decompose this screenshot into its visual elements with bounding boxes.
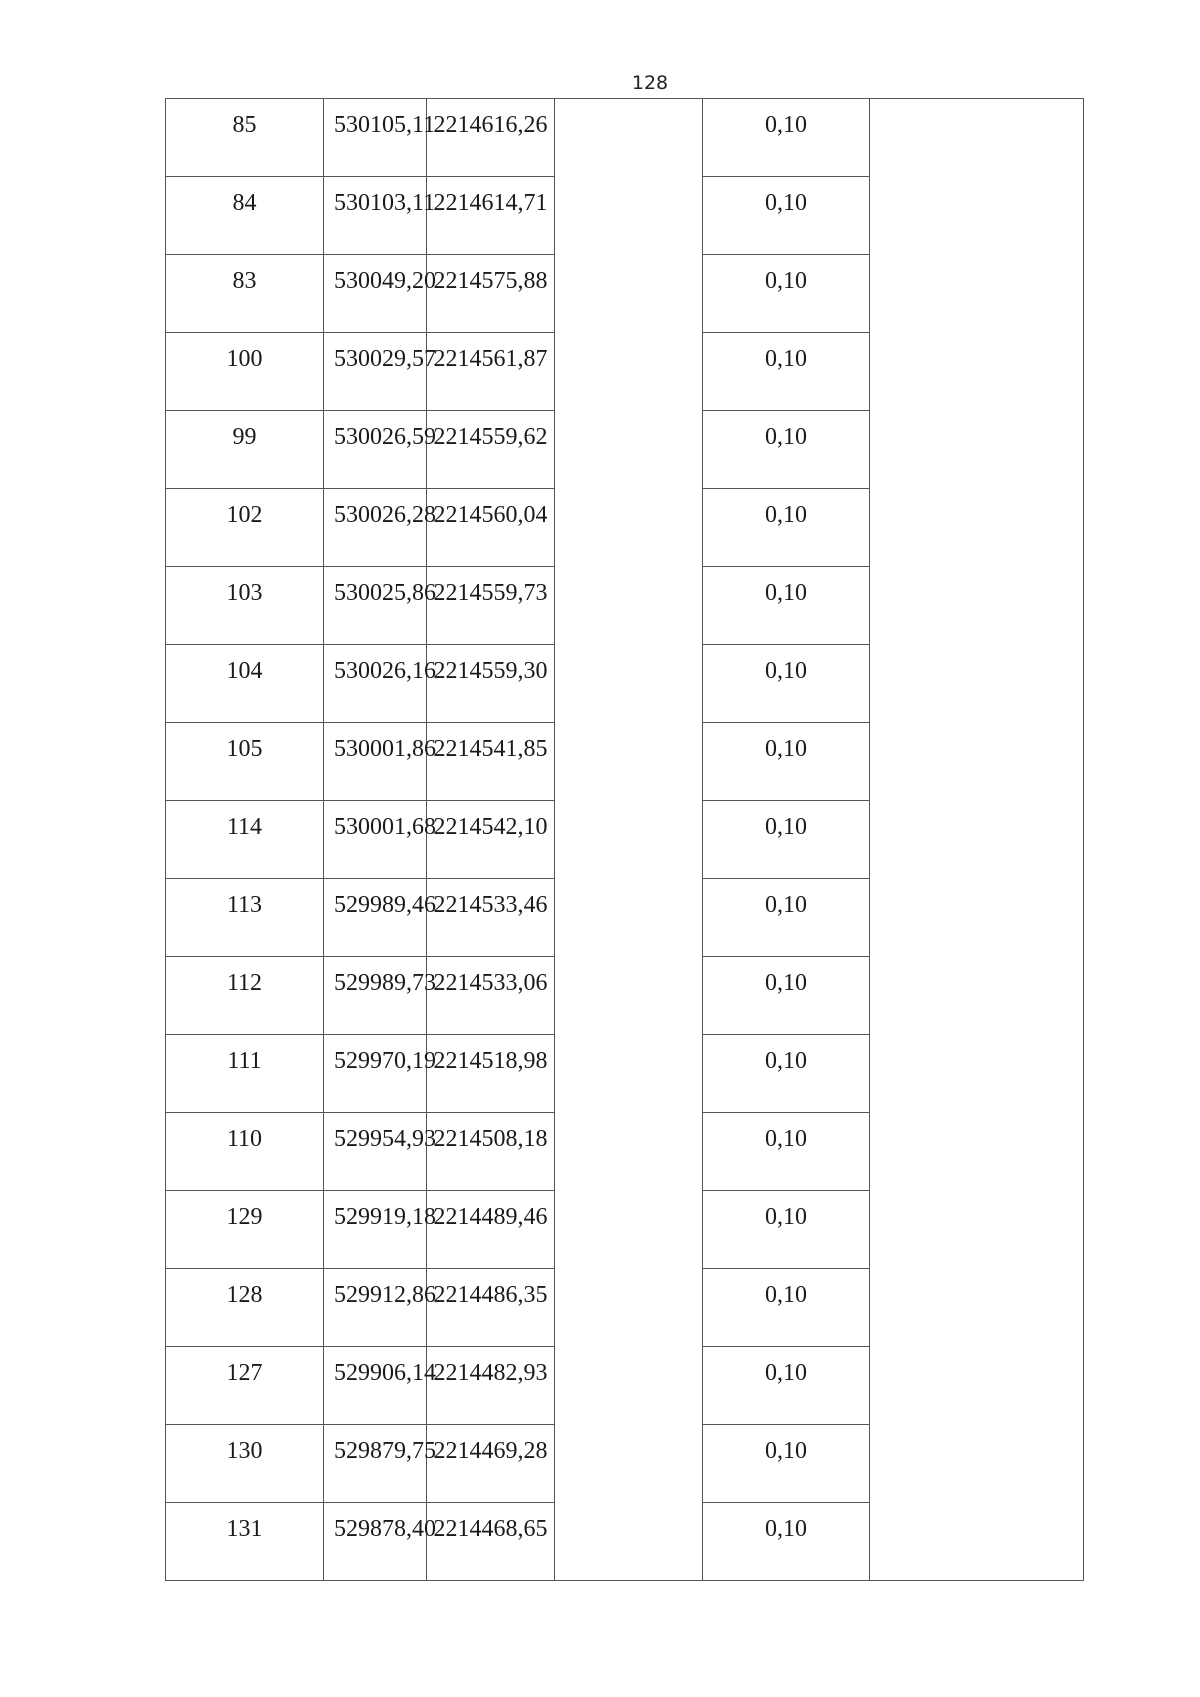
x-coordinate-cell [324,1113,436,1191]
accuracy-cell-text: 0,10 [765,346,807,372]
table-row [166,177,1084,255]
x-coordinate-cell-text: 530026,16 [334,658,436,684]
accuracy-cell-text: 0,10 [765,424,807,450]
y-coordinate-cell-text: 2214542,10 [433,814,548,840]
point-number-cell-text: 129 [226,1204,263,1230]
y-coordinate-cell-text: 2214559,30 [433,658,548,684]
method-cell [555,723,703,801]
accuracy-cell [703,879,870,957]
method-cell [555,177,703,255]
description-cell [870,801,1084,879]
point-number-cell [166,1035,324,1113]
y-coordinate-cell-text: 2214616,26 [433,112,548,138]
method-cell [555,567,703,645]
y-coordinate-cell-text: 2214486,35 [433,1282,548,1308]
accuracy-cell-text: 0,10 [765,1516,807,1542]
y-coordinate-cell-text: 2214614,71 [433,190,548,216]
description-cell [870,489,1084,567]
y-coordinate-cell [427,957,555,1035]
x-coordinate-cell-text: 529919,18 [334,1204,436,1230]
method-cell [555,1113,703,1191]
method-cell [555,1269,703,1347]
point-number-cell-text: 102 [226,502,263,528]
y-coordinate-cell [427,1035,555,1113]
point-number-cell [166,801,324,879]
y-coordinate-cell-text: 2214575,88 [433,268,548,294]
accuracy-cell [703,1035,870,1113]
y-coordinate-cell [427,1347,555,1425]
point-number-cell-text: 110 [226,1126,263,1152]
point-number-cell [166,177,324,255]
accuracy-cell-text: 0,10 [765,892,807,918]
point-number-cell-text: 128 [226,1282,263,1308]
point-number-cell-text: 130 [226,1438,263,1464]
y-coordinate-cell [427,1191,555,1269]
table-row [166,1425,1084,1503]
y-coordinate-cell-text: 2214469,28 [433,1438,548,1464]
point-number-cell [166,1269,324,1347]
point-number-cell [166,255,324,333]
description-cell [870,1503,1084,1581]
accuracy-cell [703,957,870,1035]
y-coordinate-cell [427,99,555,177]
table-row [166,957,1084,1035]
table-row [166,567,1084,645]
y-coordinate-cell [427,723,555,801]
method-cell [555,1425,703,1503]
x-coordinate-cell-text: 529906,14 [334,1360,436,1386]
accuracy-cell-text: 0,10 [765,970,807,996]
point-number-cell [166,879,324,957]
x-coordinate-cell-text: 530103,11 [334,190,436,216]
point-number-cell [166,957,324,1035]
y-coordinate-cell [427,645,555,723]
point-number-cell [166,489,324,567]
point-number-cell [166,1191,324,1269]
x-coordinate-cell-text: 529912,86 [334,1282,436,1308]
description-cell [870,1191,1084,1269]
method-cell [555,1503,703,1581]
accuracy-cell [703,801,870,879]
accuracy-cell-text: 0,10 [765,112,807,138]
accuracy-cell [703,1425,870,1503]
point-number-cell-text: 127 [226,1360,263,1386]
point-number-cell [166,1113,324,1191]
point-number-cell-text: 131 [226,1516,263,1542]
x-coordinate-cell [324,489,436,567]
point-number-cell [166,723,324,801]
description-cell [870,1113,1084,1191]
y-coordinate-cell [427,411,555,489]
point-number-cell [166,333,324,411]
x-coordinate-cell [324,879,436,957]
x-coordinate-cell [324,1035,436,1113]
description-cell [870,411,1084,489]
y-coordinate-cell-text: 2214468,65 [433,1516,548,1542]
method-cell [555,1347,703,1425]
y-coordinate-cell-text: 2214541,85 [433,736,548,762]
x-coordinate-cell [324,1503,436,1581]
accuracy-cell-text: 0,10 [765,1360,807,1386]
point-number-cell-text: 99 [232,424,257,450]
point-number-cell [166,411,324,489]
point-number-cell-text: 103 [226,580,263,606]
accuracy-cell [703,489,870,567]
x-coordinate-cell-text: 529879,75 [334,1438,436,1464]
x-coordinate-cell-text: 530001,68 [334,814,436,840]
point-number-cell-text: 83 [232,268,257,294]
y-coordinate-cell [427,333,555,411]
point-number-cell [166,1425,324,1503]
description-cell [870,957,1084,1035]
y-coordinate-cell [427,801,555,879]
accuracy-cell-text: 0,10 [765,1438,807,1464]
accuracy-cell-text: 0,10 [765,1048,807,1074]
method-cell [555,489,703,567]
accuracy-cell-text: 0,10 [765,1126,807,1152]
point-number-cell-text: 84 [232,190,257,216]
table-row [166,255,1084,333]
x-coordinate-cell-text: 530025,86 [334,580,436,606]
description-cell [870,255,1084,333]
description-cell [870,645,1084,723]
y-coordinate-cell [427,879,555,957]
point-number-cell-text: 85 [232,112,257,138]
x-coordinate-cell [324,567,436,645]
accuracy-cell [703,255,870,333]
y-coordinate-cell-text: 2214560,04 [433,502,548,528]
table-row [166,1113,1084,1191]
accuracy-cell [703,645,870,723]
x-coordinate-cell [324,333,436,411]
point-number-cell-text: 105 [226,736,263,762]
x-coordinate-cell-text: 529878,40 [334,1516,436,1542]
y-coordinate-cell [427,1503,555,1581]
description-cell [870,723,1084,801]
method-cell [555,333,703,411]
table-row [166,1347,1084,1425]
x-coordinate-cell-text: 529989,46 [334,892,436,918]
x-coordinate-cell-text: 529970,19 [334,1048,436,1074]
x-coordinate-cell-text: 530049,20 [334,268,436,294]
coordinates-table-body [166,99,1084,1581]
x-coordinate-cell [324,1269,436,1347]
description-cell [870,99,1084,177]
accuracy-cell-text: 0,10 [765,268,807,294]
accuracy-cell [703,1191,870,1269]
x-coordinate-cell-text: 530001,86 [334,736,436,762]
x-coordinate-cell-text: 530026,28 [334,502,436,528]
accuracy-cell [703,567,870,645]
accuracy-cell-text: 0,10 [765,1282,807,1308]
x-coordinate-cell-text: 530105,11 [334,112,436,138]
x-coordinate-cell [324,99,436,177]
y-coordinate-cell-text: 2214533,06 [433,970,548,996]
y-coordinate-cell [427,1113,555,1191]
table-row [166,1191,1084,1269]
coordinates-table [165,98,1084,1581]
x-coordinate-cell [324,723,436,801]
accuracy-cell [703,411,870,489]
accuracy-cell [703,1347,870,1425]
method-cell [555,879,703,957]
table-row [166,645,1084,723]
description-cell [870,333,1084,411]
x-coordinate-cell [324,1425,436,1503]
y-coordinate-cell-text: 2214559,73 [433,580,548,606]
y-coordinate-cell-text: 2214518,98 [433,1048,548,1074]
accuracy-cell-text: 0,10 [765,658,807,684]
x-coordinate-cell [324,1191,436,1269]
method-cell [555,645,703,723]
point-number-cell-text: 111 [227,1048,262,1074]
table-row [166,1035,1084,1113]
accuracy-cell-text: 0,10 [765,502,807,528]
description-cell [870,1269,1084,1347]
description-cell [870,567,1084,645]
method-cell [555,1035,703,1113]
description-cell [870,177,1084,255]
method-cell [555,1191,703,1269]
description-cell [870,1347,1084,1425]
point-number-cell [166,99,324,177]
table-row [166,333,1084,411]
y-coordinate-cell [427,1425,555,1503]
accuracy-cell [703,723,870,801]
table-row [166,723,1084,801]
method-cell [555,957,703,1035]
table-row [166,1503,1084,1581]
x-coordinate-cell [324,645,436,723]
y-coordinate-cell-text: 2214482,93 [433,1360,548,1386]
y-coordinate-cell [427,1269,555,1347]
method-cell [555,255,703,333]
table-row [166,489,1084,567]
point-number-cell [166,1503,324,1581]
table-row [166,411,1084,489]
point-number-cell-text: 114 [226,814,263,840]
x-coordinate-cell-text: 530029,57 [334,346,436,372]
table-row [166,99,1084,177]
point-number-cell-text: 100 [226,346,263,372]
method-cell [555,411,703,489]
x-coordinate-cell-text: 529989,73 [334,970,436,996]
table-row [166,801,1084,879]
x-coordinate-cell [324,411,436,489]
accuracy-cell [703,1269,870,1347]
point-number-cell-text: 113 [226,892,263,918]
point-number-cell [166,567,324,645]
accuracy-cell-text: 0,10 [765,814,807,840]
description-cell [870,1425,1084,1503]
y-coordinate-cell-text: 2214533,46 [433,892,548,918]
method-cell [555,801,703,879]
page-number: 128 [631,72,669,94]
accuracy-cell-text: 0,10 [765,1204,807,1230]
y-coordinate-cell-text: 2214561,87 [433,346,548,372]
y-coordinate-cell [427,567,555,645]
table-row [166,1269,1084,1347]
y-coordinate-cell [427,489,555,567]
accuracy-cell-text: 0,10 [765,736,807,762]
description-cell [870,879,1084,957]
x-coordinate-cell-text: 530026,59 [334,424,436,450]
accuracy-cell-text: 0,10 [765,190,807,216]
x-coordinate-cell [324,801,436,879]
y-coordinate-cell [427,177,555,255]
x-coordinate-cell [324,255,436,333]
y-coordinate-cell [427,255,555,333]
x-coordinate-cell [324,177,436,255]
point-number-cell [166,1347,324,1425]
method-cell [555,99,703,177]
accuracy-cell [703,99,870,177]
y-coordinate-cell-text: 2214559,62 [433,424,548,450]
y-coordinate-cell-text: 2214489,46 [433,1204,548,1230]
table-row [166,879,1084,957]
accuracy-cell [703,1113,870,1191]
point-number-cell [166,645,324,723]
accuracy-cell [703,1503,870,1581]
x-coordinate-cell [324,1347,436,1425]
accuracy-cell [703,177,870,255]
accuracy-cell [703,333,870,411]
x-coordinate-cell [324,957,436,1035]
point-number-cell-text: 112 [226,970,263,996]
y-coordinate-cell-text: 2214508,18 [433,1126,548,1152]
x-coordinate-cell-text: 529954,93 [334,1126,436,1152]
point-number-cell-text: 104 [226,658,263,684]
description-cell [870,1035,1084,1113]
accuracy-cell-text: 0,10 [765,580,807,606]
